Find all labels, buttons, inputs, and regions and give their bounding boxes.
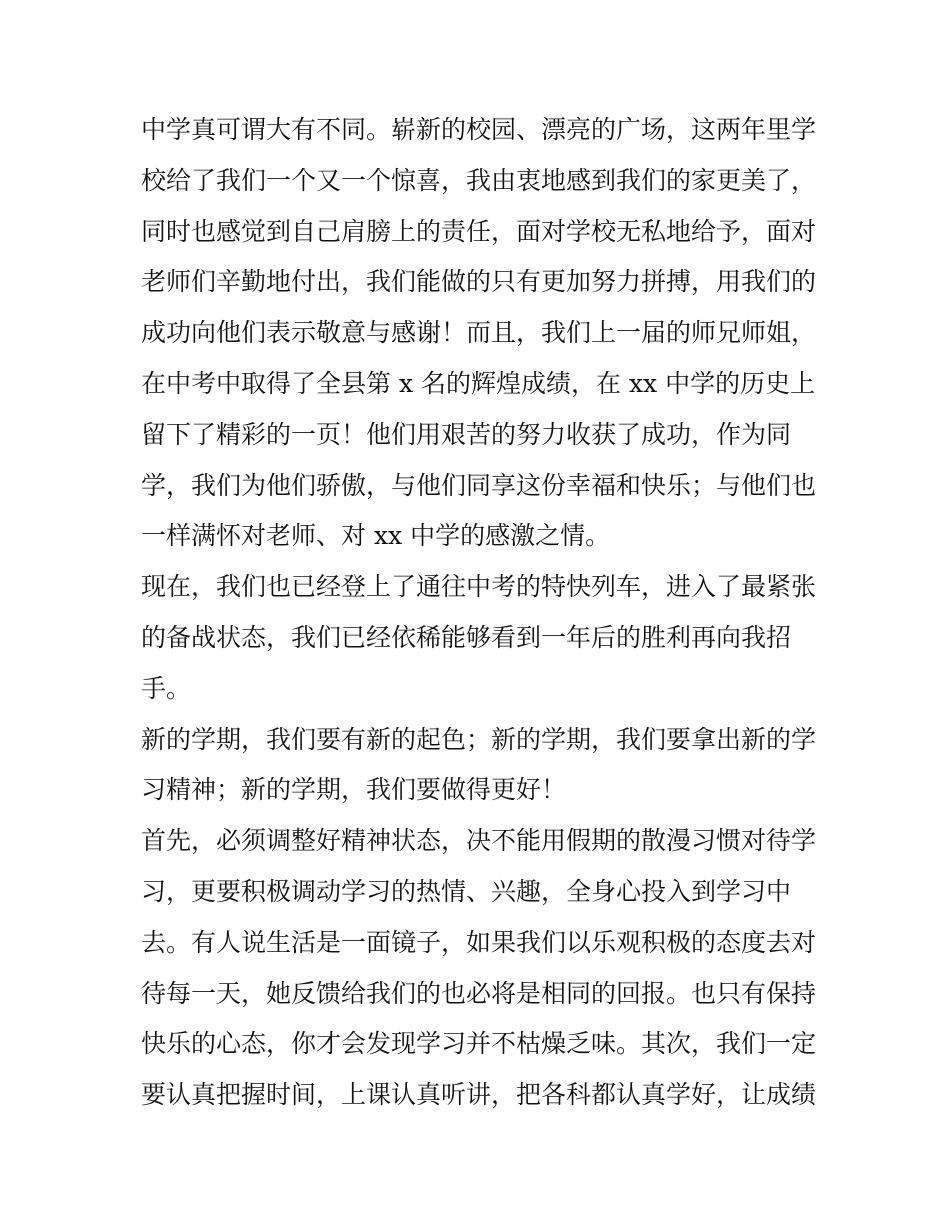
body-text — [141, 105, 821, 1121]
text-line: 要认真把握时间，上课认真听讲，把各科都认真学好，让成绩 — [141, 1080, 817, 1110]
text-line: 成功向他们表示敬意与感谢！而且，我们上一届的师兄师姐， — [141, 318, 817, 348]
text-line: 同时也感觉到自己肩膀上的责任，面对学校无私地给予，面对 — [141, 216, 817, 246]
text-line: 在中考中取得了全县第 x 名的辉煌成绩，在 xx 中学的历史上 — [141, 368, 816, 398]
text-line: 留下了精彩的一页！他们用艰苦的努力收获了成功，作为同 — [141, 419, 792, 449]
text-line: 中学真可谓大有不同。崭新的校园、漂亮的广场，这两年里学 — [141, 115, 817, 144]
text-line: 校给了我们一个又一个惊喜，我由衷地感到我们的家更美了， — [141, 165, 817, 195]
text-line: 老师们辛勤地付出，我们能做的只有更加努力拼搏，用我们的 — [141, 267, 817, 297]
text-line: 学，我们为他们骄傲，与他们同享这份幸福和快乐；与他们也 — [141, 470, 817, 500]
text-line: 现在，我们也已经登上了通往中考的特快列车，进入了最紧张 — [141, 572, 817, 602]
text-line: 待每一天，她反馈给我们的也必将是相同的回报。也只有保持 — [141, 978, 817, 1008]
text-line: 一样满怀对老师、对 xx 中学的感激之情。 — [141, 521, 611, 551]
text-line: 去。有人说生活是一面镜子，如果我们以乐观积极的态度去对 — [141, 927, 817, 957]
text-line: 习精神；新的学期，我们要做得更好！ — [141, 775, 567, 805]
text-line: 习，更要积极调动学习的热情、兴趣，全身心投入到学习中 — [141, 876, 792, 906]
text-line: 快乐的心态，你才会发现学习并不枯燥乏味。其次，我们一定 — [141, 1029, 817, 1059]
text-line: 手。 — [141, 673, 192, 703]
text-line: 新的学期，我们要有新的起色；新的学期，我们要拿出新的学 — [141, 724, 817, 754]
text-line: 的备战状态，我们已经依稀能够看到一年后的胜利再向我招 — [141, 622, 792, 652]
text-line: 首先，必须调整好精神状态，决不能用假期的散漫习惯对待学 — [141, 826, 817, 856]
